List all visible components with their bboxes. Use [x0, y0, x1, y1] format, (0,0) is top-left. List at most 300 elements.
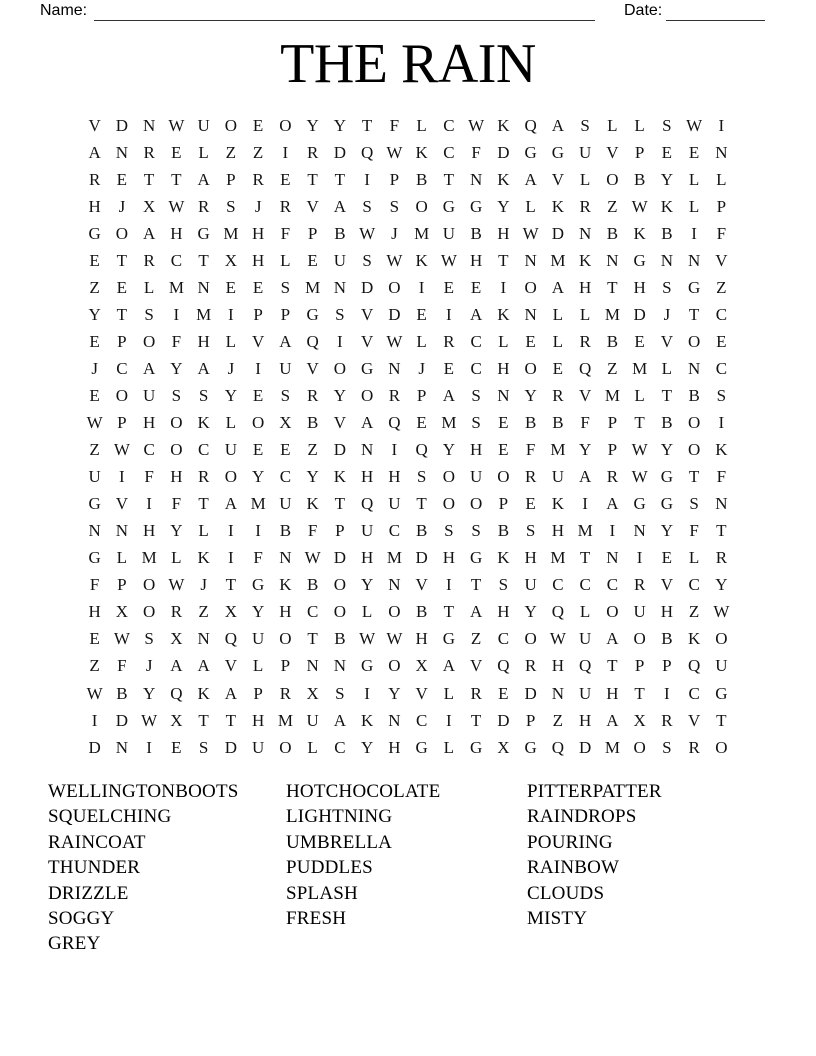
grid-cell: W — [631, 196, 648, 216]
grid-cell: C — [715, 358, 728, 378]
grid-cell: O — [442, 467, 456, 487]
grid-cell: Y — [224, 385, 238, 405]
grid-cell: O — [606, 169, 619, 189]
grid-cell: P — [662, 656, 672, 676]
grid-cell: E — [252, 115, 264, 135]
grid-cell: J — [227, 358, 235, 378]
grid-cell: G — [415, 737, 428, 757]
grid-cell: C — [197, 440, 210, 460]
grid-cell: G — [633, 250, 646, 270]
grid-cell: B — [306, 575, 319, 595]
grid-cell: G — [660, 467, 674, 487]
grid-cell: V — [306, 196, 319, 216]
grid-cell: I — [364, 683, 370, 703]
grid-cell: O — [715, 629, 728, 649]
grid-cell: A — [469, 304, 483, 324]
grid-cell: S — [580, 115, 590, 135]
grid-cell: R — [524, 656, 537, 676]
grid-cell: F — [171, 494, 182, 514]
grid-cell: T — [334, 169, 346, 189]
grid-cell: U — [251, 629, 265, 649]
grid-cell: O — [170, 440, 183, 460]
grid-cell: L — [280, 250, 291, 270]
grid-cell: I — [255, 358, 261, 378]
grid-cell: O — [333, 358, 347, 378]
grid-cell: C — [388, 521, 401, 541]
grid-cell: Z — [607, 196, 618, 216]
grid-cell: R — [279, 196, 292, 216]
grid-cell: D — [633, 304, 646, 324]
grid-cell: B — [334, 629, 346, 649]
grid-cell: Q — [524, 115, 537, 135]
grid-cell: N — [524, 250, 537, 270]
grid-cell: D — [415, 548, 428, 568]
grid-cell: F — [117, 656, 127, 676]
grid-cell: Q — [578, 656, 592, 676]
grid-cell: C — [688, 683, 700, 703]
grid-cell: C — [443, 115, 455, 135]
grid-cell: V — [360, 304, 374, 324]
grid-cell: H — [279, 602, 292, 622]
word-search-grid — [81, 112, 735, 761]
word-item: UMBRELLA — [286, 831, 393, 853]
grid-cell: K — [633, 223, 646, 243]
grid-cell: V — [224, 656, 238, 676]
grid-cell: A — [606, 629, 619, 649]
grid-cell: T — [716, 521, 727, 541]
grid-cell: M — [414, 223, 430, 243]
grid-cell: T — [634, 683, 645, 703]
word-item: GREY — [48, 933, 101, 955]
grid-cell: M — [250, 494, 266, 514]
grid-cell: Z — [198, 602, 209, 622]
grid-cell: X — [170, 629, 183, 649]
grid-cell: A — [442, 385, 456, 405]
grid-cell: H — [170, 223, 183, 243]
grid-cell: S — [471, 413, 481, 433]
grid-cell: H — [197, 331, 210, 351]
grid-cell: I — [446, 575, 452, 595]
grid-cell: I — [146, 737, 152, 757]
grid-cell: N — [333, 277, 347, 297]
grid-cell: O — [142, 575, 156, 595]
grid-cell: P — [117, 575, 127, 595]
grid-cell: M — [550, 250, 566, 270]
grid-cell: L — [307, 737, 318, 757]
grid-cell: G — [551, 142, 565, 162]
grid-cell: Z — [307, 440, 318, 460]
grid-cell: F — [89, 575, 100, 595]
grid-cell: Z — [470, 629, 482, 649]
grid-cell: K — [497, 304, 510, 324]
grid-cell: O — [251, 413, 265, 433]
grid-cell: L — [225, 331, 237, 351]
grid-cell: E — [443, 277, 455, 297]
grid-cell: O — [224, 467, 238, 487]
grid-cell: O — [633, 737, 646, 757]
grid-cell: B — [116, 683, 128, 703]
grid-cell: S — [362, 250, 372, 270]
grid-cell: K — [306, 494, 319, 514]
word-item: PITTERPATTER — [527, 781, 662, 802]
grid-cell: S — [662, 737, 672, 757]
grid-cell: L — [716, 169, 727, 189]
grid-cell: F — [171, 331, 182, 351]
grid-cell: U — [279, 494, 292, 514]
grid-cell: P — [280, 656, 291, 676]
word-item: SOGGY — [48, 908, 115, 930]
grid-cell: Z — [552, 710, 564, 730]
grid-cell: A — [88, 142, 101, 162]
grid-cell: T — [498, 250, 509, 270]
grid-cell: A — [142, 223, 156, 243]
grid-cell: Y — [360, 575, 374, 595]
grid-cell: P — [226, 169, 236, 189]
grid-cell: U — [333, 250, 347, 270]
grid-cell: Q — [224, 629, 238, 649]
grid-cell: Y — [333, 385, 347, 405]
grid-cell: H — [660, 602, 674, 622]
grid-cell: E — [661, 548, 673, 568]
name-label: Name: — [40, 2, 88, 19]
grid-cell: E — [116, 277, 128, 297]
grid-cell: P — [253, 304, 263, 324]
grid-cell: X — [279, 413, 292, 433]
grid-cell: B — [661, 223, 673, 243]
grid-cell: V — [306, 358, 319, 378]
grid-cell: Z — [89, 277, 100, 297]
word-item: THUNDER — [48, 857, 141, 879]
grid-cell: H — [142, 413, 156, 433]
grid-cell: O — [388, 602, 401, 622]
grid-cell: O — [524, 277, 537, 297]
grid-cell: N — [88, 521, 101, 541]
grid-cell: V — [333, 413, 347, 433]
grid-cell: T — [171, 169, 182, 189]
grid-cell: M — [632, 358, 648, 378]
grid-cell: F — [471, 142, 481, 162]
grid-cell: U — [279, 358, 292, 378]
grid-cell: V — [606, 142, 619, 162]
grid-cell: I — [718, 413, 725, 433]
grid-cell: U — [633, 602, 646, 622]
grid-cell: E — [416, 304, 427, 324]
grid-cell: B — [334, 223, 346, 243]
grid-cell: Y — [660, 521, 674, 541]
grid-cell: M — [168, 277, 184, 297]
word-item: RAINBOW — [527, 857, 620, 879]
grid-cell: L — [634, 385, 645, 405]
grid-cell: T — [661, 385, 673, 405]
grid-cell: C — [470, 331, 482, 351]
grid-cell: Z — [607, 358, 618, 378]
grid-cell: F — [144, 467, 154, 487]
grid-cell: H — [551, 521, 565, 541]
grid-cell: H — [388, 737, 401, 757]
grid-cell: R — [143, 142, 155, 162]
grid-cell: A — [142, 358, 156, 378]
grid-cell: P — [607, 440, 618, 460]
grid-cell: K — [197, 683, 210, 703]
grid-cell: Y — [251, 467, 265, 487]
grid-cell: T — [634, 413, 645, 433]
grid-cell: K — [197, 548, 210, 568]
grid-cell: G — [360, 656, 374, 676]
grid-cell: S — [171, 385, 182, 405]
grid-cell: P — [525, 710, 536, 730]
grid-cell: O — [388, 656, 401, 676]
grid-cell: L — [688, 548, 700, 568]
grid-cell: P — [253, 683, 263, 703]
grid-cell: X — [170, 710, 183, 730]
grid-cell: S — [471, 385, 481, 405]
grid-cell: S — [389, 196, 400, 216]
grid-cell: R — [306, 142, 319, 162]
grid-cell: C — [170, 250, 183, 270]
grid-cell: V — [469, 656, 483, 676]
grid-cell: H — [251, 710, 265, 730]
grid-cell: E — [716, 331, 727, 351]
grid-cell: K — [551, 196, 565, 216]
word-item: RAINCOAT — [48, 831, 146, 853]
grid-cell: Y — [306, 115, 319, 135]
grid-cell: E — [525, 331, 536, 351]
grid-cell: L — [525, 196, 536, 216]
grid-cell: L — [116, 548, 128, 568]
page-title: THE RAIN — [280, 33, 536, 95]
grid-cell: N — [360, 440, 374, 460]
grid-cell: W — [168, 575, 185, 595]
grid-cell: Z — [716, 277, 727, 297]
grid-cell: E — [252, 440, 264, 460]
grid-cell: J — [200, 575, 207, 595]
grid-cell: E — [89, 331, 100, 351]
grid-cell: W — [113, 440, 130, 460]
grid-cell: C — [688, 575, 700, 595]
grid-cell: V — [360, 331, 374, 351]
grid-cell: Q — [360, 494, 374, 514]
word-list-column-3 — [527, 779, 662, 931]
grid-cell: I — [418, 277, 425, 297]
grid-cell: P — [634, 142, 645, 162]
grid-cell: T — [334, 494, 346, 514]
grid-cell: U — [715, 656, 728, 676]
word-item: PUDDLES — [286, 857, 373, 879]
grid-cell: I — [173, 304, 180, 324]
grid-cell: M — [141, 548, 157, 568]
grid-cell: H — [497, 602, 510, 622]
grid-cell: N — [333, 656, 347, 676]
grid-cell: W — [386, 331, 403, 351]
date-label: Date: — [624, 2, 663, 19]
grid-cell: N — [715, 494, 728, 514]
word-list-column-1 — [48, 779, 239, 957]
grid-cell: T — [307, 169, 318, 189]
grid-cell: D — [224, 737, 238, 757]
grid-cell: X — [115, 602, 129, 622]
word-item: CLOUDS — [527, 882, 605, 904]
grid-cell: Z — [89, 440, 100, 460]
word-list-column-2 — [286, 779, 440, 931]
grid-cell: S — [335, 304, 345, 324]
grid-cell: I — [446, 304, 452, 324]
grid-cell: A — [524, 169, 537, 189]
grid-cell: H — [88, 196, 101, 216]
grid-cell: M — [577, 521, 593, 541]
grid-cell: Y — [170, 358, 183, 378]
grid-cell: Y — [333, 115, 347, 135]
grid-cell: S — [444, 521, 454, 541]
grid-cell: R — [279, 683, 292, 703]
grid-cell: L — [198, 521, 209, 541]
grid-cell: O — [687, 413, 701, 433]
grid-cell: R — [88, 169, 101, 189]
grid-cell: Z — [252, 142, 264, 162]
grid-cell: M — [441, 413, 457, 433]
grid-cell: B — [497, 521, 510, 541]
grid-cell: A — [360, 413, 374, 433]
grid-cell: M — [604, 385, 620, 405]
grid-cell: D — [360, 277, 374, 297]
grid-cell: U — [524, 575, 537, 595]
grid-cell: A — [442, 656, 456, 676]
grid-cell: E — [225, 277, 237, 297]
grid-cell: E — [552, 358, 564, 378]
grid-cell: B — [606, 331, 619, 351]
grid-cell: A — [551, 115, 565, 135]
grid-cell: S — [662, 115, 672, 135]
grid-cell: E — [525, 494, 536, 514]
grid-cell: V — [251, 331, 265, 351]
grid-cell: L — [416, 115, 427, 135]
grid-cell: S — [198, 385, 209, 405]
grid-cell: W — [386, 250, 403, 270]
grid-cell: O — [442, 494, 456, 514]
grid-cell: P — [634, 656, 645, 676]
grid-cell: O — [170, 413, 183, 433]
grid-cell: E — [252, 385, 264, 405]
grid-cell: Q — [578, 358, 592, 378]
grid-cell: Q — [306, 331, 319, 351]
grid-cell: W — [86, 683, 103, 703]
grid-cell: U — [442, 223, 456, 243]
grid-cell: E — [89, 385, 100, 405]
grid-cell: D — [578, 737, 592, 757]
grid-cell: R — [524, 467, 537, 487]
grid-cell: B — [661, 629, 673, 649]
grid-cell: Z — [225, 142, 237, 162]
grid-cell: R — [443, 331, 455, 351]
grid-cell: C — [470, 358, 482, 378]
grid-cell: W — [386, 629, 403, 649]
grid-cell: W — [359, 223, 376, 243]
grid-cell: N — [606, 548, 619, 568]
grid-cell: H — [360, 467, 374, 487]
grid-cell: N — [142, 115, 156, 135]
grid-cell: E — [416, 413, 427, 433]
grid-cell: L — [361, 602, 373, 622]
grid-cell: R — [306, 385, 319, 405]
grid-cell: L — [634, 115, 645, 135]
grid-cell: J — [91, 358, 98, 378]
grid-cell: V — [715, 250, 728, 270]
grid-cell: I — [718, 115, 725, 135]
grid-cell: V — [687, 710, 701, 730]
grid-cell: G — [660, 494, 674, 514]
grid-cell: L — [252, 656, 264, 676]
grid-cell: K — [279, 575, 292, 595]
grid-cell: O — [388, 277, 401, 297]
grid-cell: R — [633, 575, 646, 595]
grid-cell: E — [498, 440, 509, 460]
grid-cell: D — [497, 142, 510, 162]
grid-cell: S — [198, 737, 209, 757]
grid-cell: Y — [388, 683, 401, 703]
grid-cell: H — [578, 277, 592, 297]
grid-cell: D — [333, 440, 347, 460]
grid-cell: G — [715, 683, 728, 703]
grid-cell: I — [119, 467, 125, 487]
grid-cell: M — [604, 304, 620, 324]
grid-cell: A — [469, 602, 483, 622]
grid-cell: H — [633, 277, 646, 297]
grid-cell: W — [168, 115, 185, 135]
grid-cell: G — [88, 223, 101, 243]
grid-cell: S — [525, 521, 536, 541]
grid-cell: O — [415, 196, 428, 216]
grid-cell: T — [716, 710, 727, 730]
grid-cell: E — [116, 169, 128, 189]
grid-cell: X — [306, 683, 319, 703]
grid-cell: B — [279, 521, 292, 541]
grid-cell: L — [688, 169, 700, 189]
grid-cell: K — [687, 629, 701, 649]
grid-cell: R — [197, 196, 210, 216]
grid-cell: I — [691, 223, 697, 243]
grid-cell: P — [607, 413, 618, 433]
grid-cell: C — [606, 575, 619, 595]
grid-cell: O — [115, 223, 129, 243]
grid-cell: O — [115, 385, 129, 405]
grid-cell: F — [716, 223, 727, 243]
grid-cell: I — [255, 521, 261, 541]
grid-cell: Y — [524, 385, 537, 405]
grid-cell: T — [607, 656, 618, 676]
grid-cell: V — [115, 494, 129, 514]
grid-cell: E — [688, 142, 700, 162]
grid-cell: L — [552, 304, 564, 324]
grid-cell: I — [609, 521, 616, 541]
grid-cell: J — [145, 656, 153, 676]
grid-cell: C — [579, 575, 591, 595]
grid-cell: P — [335, 521, 345, 541]
grid-cell: T — [198, 710, 209, 730]
grid-cell: N — [306, 656, 319, 676]
grid-cell: B — [552, 413, 564, 433]
grid-cell: L — [661, 358, 673, 378]
grid-cell: D — [524, 683, 537, 703]
grid-cell: U — [142, 385, 156, 405]
grid-cell: G — [88, 494, 101, 514]
grid-cell: F — [689, 521, 699, 541]
grid-cell: G — [469, 548, 483, 568]
grid-cell: X — [497, 737, 510, 757]
grid-cell: B — [415, 602, 428, 622]
grid-cell: O — [524, 358, 537, 378]
grid-cell: G — [633, 494, 646, 514]
grid-cell: C — [116, 358, 128, 378]
grid-cell: P — [498, 494, 509, 514]
